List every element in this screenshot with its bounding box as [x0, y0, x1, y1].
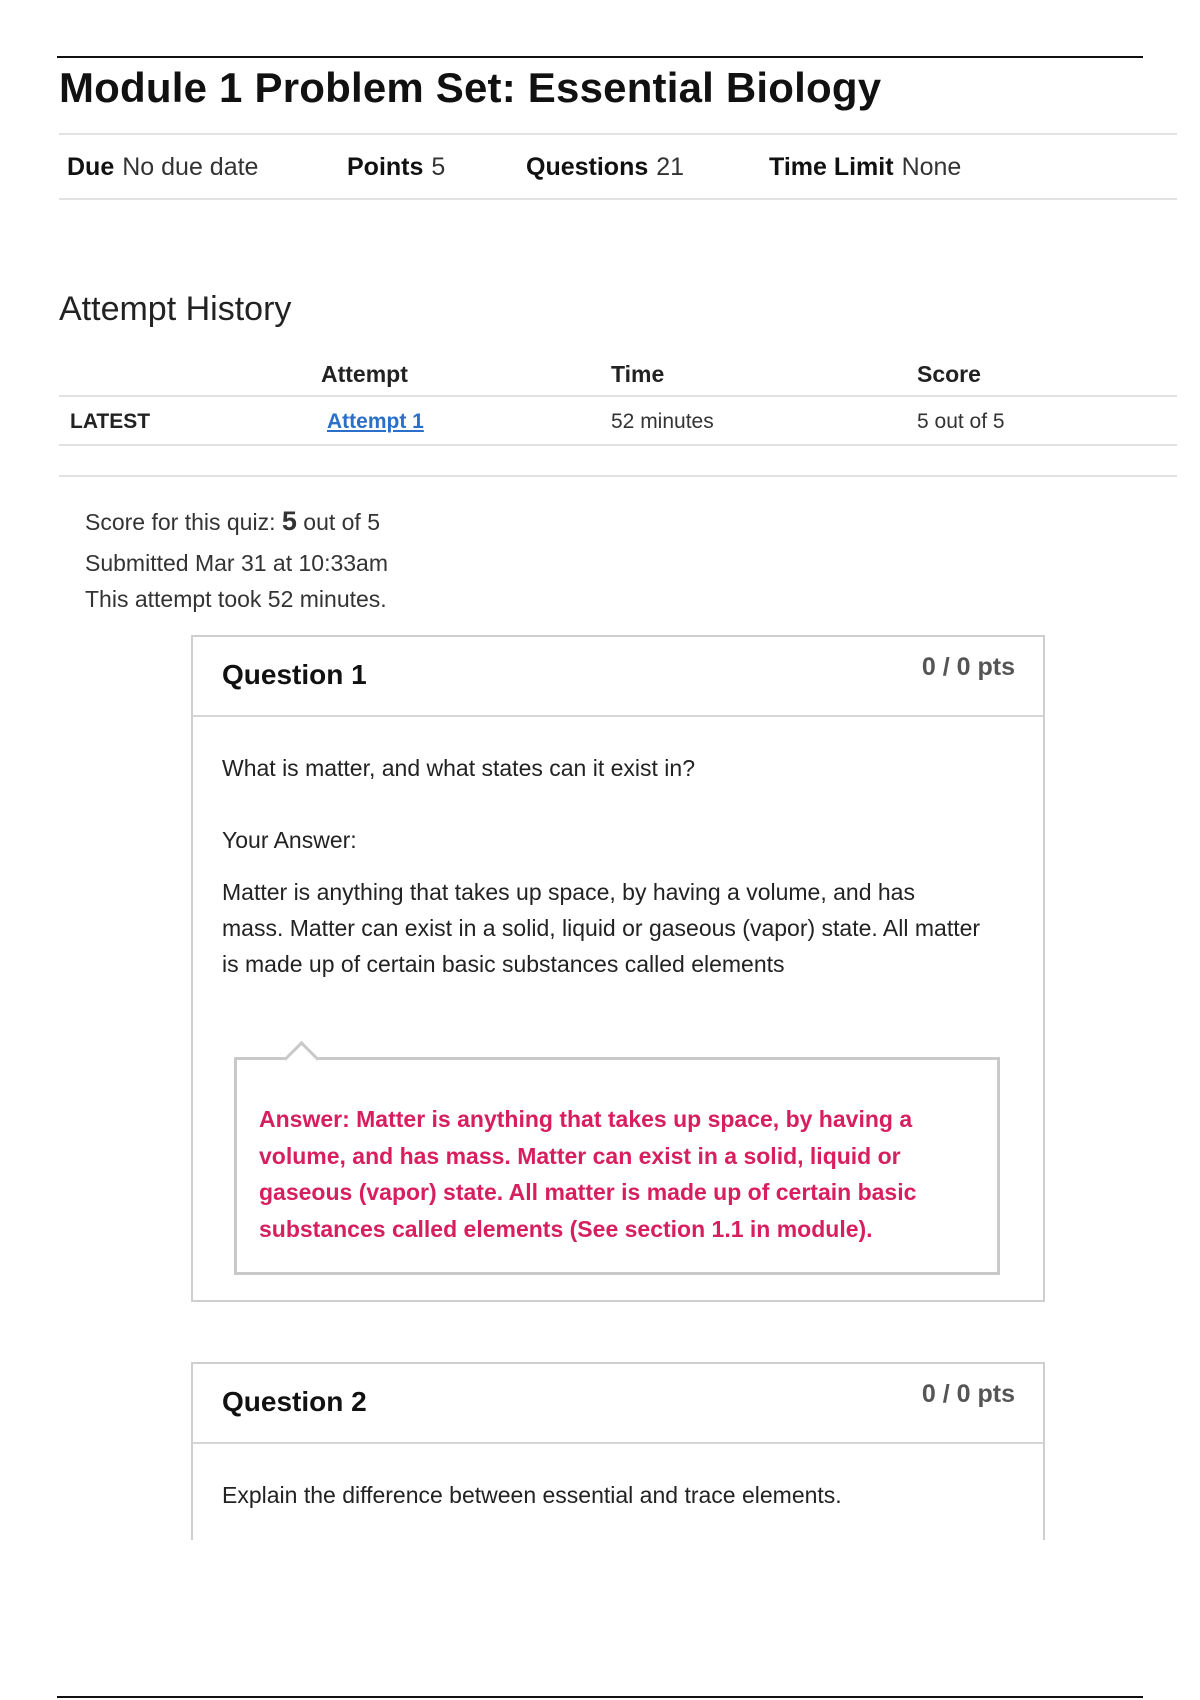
section-divider [59, 475, 1177, 477]
meta-points-value: 5 [431, 153, 446, 181]
score-suffix: out of 5 [303, 509, 381, 535]
submitted-time: Submitted Mar 31 at 10:33am [85, 550, 388, 576]
meta-due [67, 153, 258, 182]
meta-points-label: Points [347, 153, 424, 181]
question-points: 0 / 0 pts [921, 1380, 1015, 1408]
meta-points [347, 153, 445, 182]
table-row-divider [59, 444, 1177, 446]
correct-answer-box [234, 1057, 1000, 1275]
meta-questions-label: Questions [526, 153, 649, 181]
bottom-rule [57, 1696, 1143, 1698]
your-answer-text: Matter is anything that takes up space, by having a volume, and has mass. Matter can exist in a solid, liquid or gaseous (vapor) state. All matter is made up of certain basic substances called elements [222, 879, 981, 977]
quiz-score-line [85, 506, 380, 537]
quiz-meta-bar [59, 133, 1177, 200]
attempt-duration: This attempt took 52 minutes. [85, 586, 387, 612]
column-header-score: Score [917, 361, 981, 387]
question-title: Question 2 [222, 1386, 367, 1417]
meta-due-label: Due [67, 153, 115, 181]
meta-time-limit-label: Time Limit [769, 153, 894, 181]
question-points: 0 / 0 pts [921, 653, 1015, 681]
question-title: Question 1 [222, 659, 367, 690]
meta-due-value: No due date [122, 153, 259, 181]
question-prompt: Explain the difference between essential and trace elements. [222, 1482, 842, 1508]
attempt-history-heading: Attempt History [59, 290, 292, 328]
score-value: 5 [281, 506, 297, 536]
column-header-attempt: Attempt [321, 361, 408, 387]
correct-answer-text: Answer: Matter is anything that takes up space, by having a volume, and has mass. Matter can exist in a solid, liquid or gaseous (vapor) state. All matter is made up of certain basic substances called elements (See section 1.1 in module). [259, 1106, 917, 1242]
question-header [193, 637, 1043, 717]
meta-questions [526, 153, 684, 182]
latest-tag: LATEST [70, 410, 151, 433]
attempt-cell [327, 410, 424, 434]
attempt-1-link[interactable]: Attempt 1 [327, 410, 424, 433]
column-header-time: Time [611, 361, 665, 387]
question-1-card [191, 635, 1045, 1302]
score-prefix: Score for this quiz: [85, 509, 276, 535]
attempt-time: 52 minutes [611, 410, 714, 433]
your-answer-label: Your Answer: [222, 827, 357, 853]
meta-questions-value: 21 [656, 153, 685, 181]
table-header-divider [59, 395, 1177, 397]
question-2-card [191, 1362, 1045, 1540]
attempt-score: 5 out of 5 [917, 410, 1005, 433]
question-prompt: What is matter, and what states can it exist in? [222, 755, 695, 781]
meta-time-limit [769, 153, 961, 182]
page-title: Module 1 Problem Set: Essential Biology [59, 64, 882, 111]
question-header [193, 1364, 1043, 1444]
meta-time-limit-value: None [901, 153, 962, 181]
top-rule [57, 56, 1143, 58]
